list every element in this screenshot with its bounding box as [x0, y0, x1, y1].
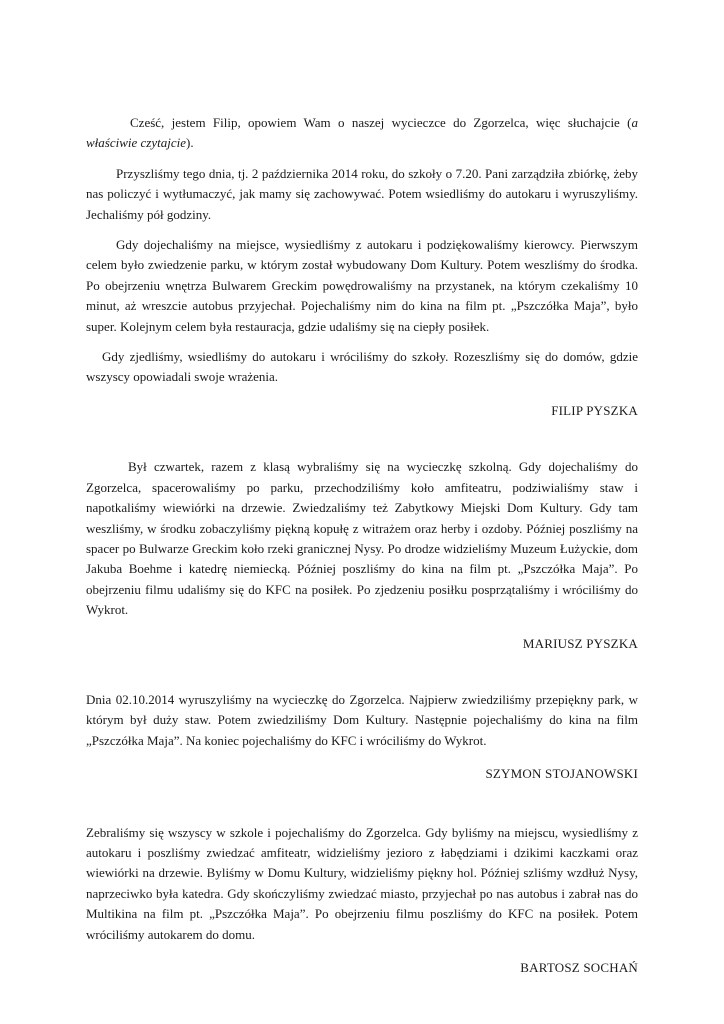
paragraph: Zebraliśmy się wszyscy w szkole i pojechaliśmy do Zgorzelca. Gdy byliśmy na miejscu, wysiedliśmy z autokaru i poszliśmy zwiedzać amfiteatr, widzieliśmy jezioro z łabędziami i dzikimi kaczkami oraz wiewiórki na drzewie. Byliśmy w Domu Kultury, widzieliśmy piękny hol. Później szliśmy wzdłuż Nysy, naprzeciwko była katedra. Gdy skończyliśmy zwiedzać miasto, przyjechał po nas autobus i zabrał nas do Multikina na film pt. „Pszczółka Maja”. Po obejrzeniu filmu poszliśmy do KFC na posiłek. Potem wróciliśmy autokarem do domu.: [86, 824, 638, 942]
paragraph: Gdy zjedliśmy, wsiedliśmy do autokaru i wróciliśmy do szkoły. Rozeszliśmy się do domów, gdzie wszyscy opowiadali swoje wrażenia.: [86, 349, 638, 385]
story-mariusz: [86, 457, 638, 654]
paragraph: Dnia 02.10.2014 wyruszyliśmy na wycieczkę do Zgorzelca. Najpierw zwiedziliśmy przepiękny park, w którym był duży staw. Potem zwiedziliśmy Dom Kultury. Następnie pojechaliśmy do kina na film „Pszczółka Maja”. Na koniec pojechaliśmy do KFC i wróciliśmy do Wykrot.: [86, 691, 638, 748]
paragraph: Cześć, jestem Filip, opowiem Wam o naszej wycieczce do Zgorzelca, więc słuchajcie (a właściwie czytajcie).: [86, 115, 638, 151]
italic-aside: a właściwie czytajcie: [86, 115, 638, 151]
author-signature: SZYMON STOJANOWSKI: [485, 766, 638, 782]
paragraph: Był czwartek, razem z klasą wybraliśmy się na wycieczkę szkolną. Gdy dojechaliśmy do Zgorzelca, spacerowaliśmy po parku, przechodziliśmy koło amfiteatru, podziwialiśmy staw i napotkaliśmy wiewiórki na drzewie. Zwiedzaliśmy też Zabytkowy Miejski Dom Kultury. Gdy tam weszliśmy, w środku zobaczyliśmy piękną kopułę z witrażem oraz herby i ozdoby. Później poszliśmy na spacer po Bulwarze Greckim koło rzeki granicznej Nysy. Po drodze widzieliśmy Muzeum Łużyckie, dom Jakuba Boehme i katedrę niemiecką. Później poszliśmy do kina na film pt. „Pszczółka Maja”. Po obejrzeniu filmu udaliśmy się do KFC na posiłek. Po zjedzeniu posiłku posprzątaliśmy i wróciliśmy do Wykrot.: [86, 459, 638, 618]
story-bartosz: [86, 823, 638, 979]
author-signature: FILIP PYSZKA: [551, 402, 638, 418]
author-signature: BARTOSZ SOCHAŃ: [520, 960, 638, 975]
story-szymon: [86, 690, 638, 785]
author-signature: MARIUSZ PYSZKA: [522, 635, 638, 651]
paragraph: Przyszliśmy tego dnia, tj. 2 października 2014 roku, do szkoły o 7.20. Pani zarządziła zbiórkę, żeby nas policzyć i wytłumaczyć, jak mamy się zachowywać. Potem wsiedliśmy do autokaru i wyruszyliśmy. Jechaliśmy pół godziny.: [86, 165, 638, 222]
document-page: [86, 113, 638, 978]
paragraph: Gdy dojechaliśmy na miejsce, wysiedliśmy z autokaru i podziękowaliśmy kierowcy. Pierwszym celem było zwiedzenie parku, w którym został wybudowany Dom Kultury. Potem weszliśmy do środka. Po obejrzeniu wnętrza Bulwarem Greckim powędrowaliśmy na przystanek, na którym czekaliśmy 10 minut, aż wreszcie autobus przyjechał. Pojechaliśmy nim do kina na film pt. „Pszczółka Maja”, było super. Kolejnym celem była restauracja, gdzie udaliśmy się na ciepły posiłek.: [86, 237, 638, 334]
story-filip: [86, 113, 638, 421]
